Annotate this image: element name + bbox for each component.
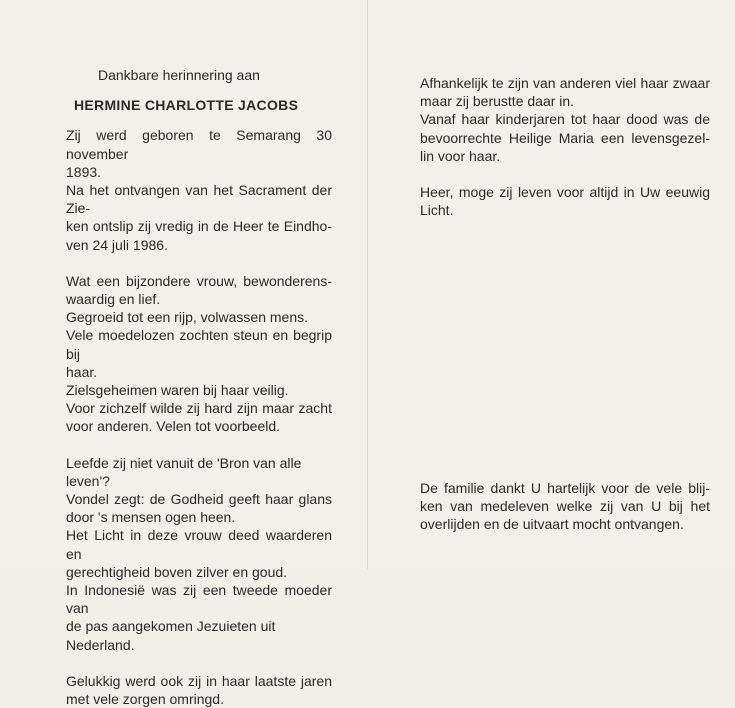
text-line: Wat een bijzondere vrouw, bewonderens- (66, 272, 332, 289)
left-panel (66, 66, 332, 708)
text-line: bevoorrechte Heilige Maria een levensgezel- (420, 129, 710, 146)
text-line: Zij werd geboren te Semarang 30 november (66, 127, 332, 162)
dependence-paragraph (420, 74, 710, 165)
final-years-paragraph (66, 672, 332, 708)
tribute-paragraph (66, 272, 332, 436)
intro-line: Dankbare herinnering aan (98, 67, 260, 83)
text-line: 1893. (66, 163, 102, 180)
text-line: Voor zichzelf wilde zij hard zijn maar zacht (66, 400, 332, 417)
text-line: lin voor haar. (420, 147, 501, 164)
right-panel (420, 74, 710, 219)
text-line: Vanaf haar kinderjaren tot haar dood was de (420, 111, 710, 128)
thanks-paragraph (420, 479, 710, 534)
text-line: Afhankelijk te zijn van anderen viel haar zwaar (420, 75, 710, 91)
deceased-name: HERMINE CHARLOTTE JACOBS (74, 97, 299, 114)
text-line: Gelukkig werd ook zij in haar laatste jaren (66, 672, 332, 689)
text-line: door 's mensen ogen heen. (66, 509, 236, 526)
text-line: In Indonesië was zij een tweede moeder van (66, 582, 332, 617)
text-line: ven 24 juli 1986. (66, 236, 168, 253)
text-line: De familie dankt U hartelijk voor de vele blij- (420, 480, 710, 496)
text-line: haar. (66, 363, 98, 380)
text-line: overlijden en de uitvaart mocht ontvangen. (420, 516, 684, 533)
text-line: Licht. (420, 202, 454, 219)
text-line: maar zij berustte daar in. (420, 93, 575, 110)
text-line: Zielsgeheimen waren bij haar veilig. (66, 382, 289, 399)
text-line: ken van medeleven welke zij van U bij het (420, 498, 710, 515)
text-line: Leefde zij niet vanuit de 'Bron van alle leven'? (66, 454, 302, 489)
text-line: de pas aangekomen Jezuieten uit Nederland. (66, 618, 276, 653)
text-line: ken ontslip zij vredig in de Heer te Eindho- (66, 218, 332, 235)
text-line: Vondel zegt: de Godheid geeft haar glans (66, 491, 332, 508)
text-line: Vele moedelozen zochten steun en begrip bij (66, 327, 332, 362)
faith-paragraph (66, 454, 332, 654)
text-line: gerechtigheid boven zilver en goud. (66, 563, 288, 580)
text-line: waardig en lief. (66, 291, 161, 308)
birth-death-paragraph (66, 126, 332, 253)
center-fold (367, 0, 368, 569)
text-line: Heer, moge zij leven voor altijd in Uw eeuwig (420, 184, 710, 201)
text-line: met vele zorgen omringd. (66, 691, 224, 708)
text-line: Na het ontvangen van het Sacrament der Zie- (66, 182, 332, 217)
prayer-paragraph (420, 183, 710, 219)
family-thanks (420, 479, 710, 534)
text-line: voor anderen. Velen tot voorbeeld. (66, 418, 281, 435)
text-line: Gegroeid tot een rijp, volwassen mens. (66, 309, 309, 326)
text-line: Het Licht in deze vrouw deed waarderen en (66, 527, 332, 562)
